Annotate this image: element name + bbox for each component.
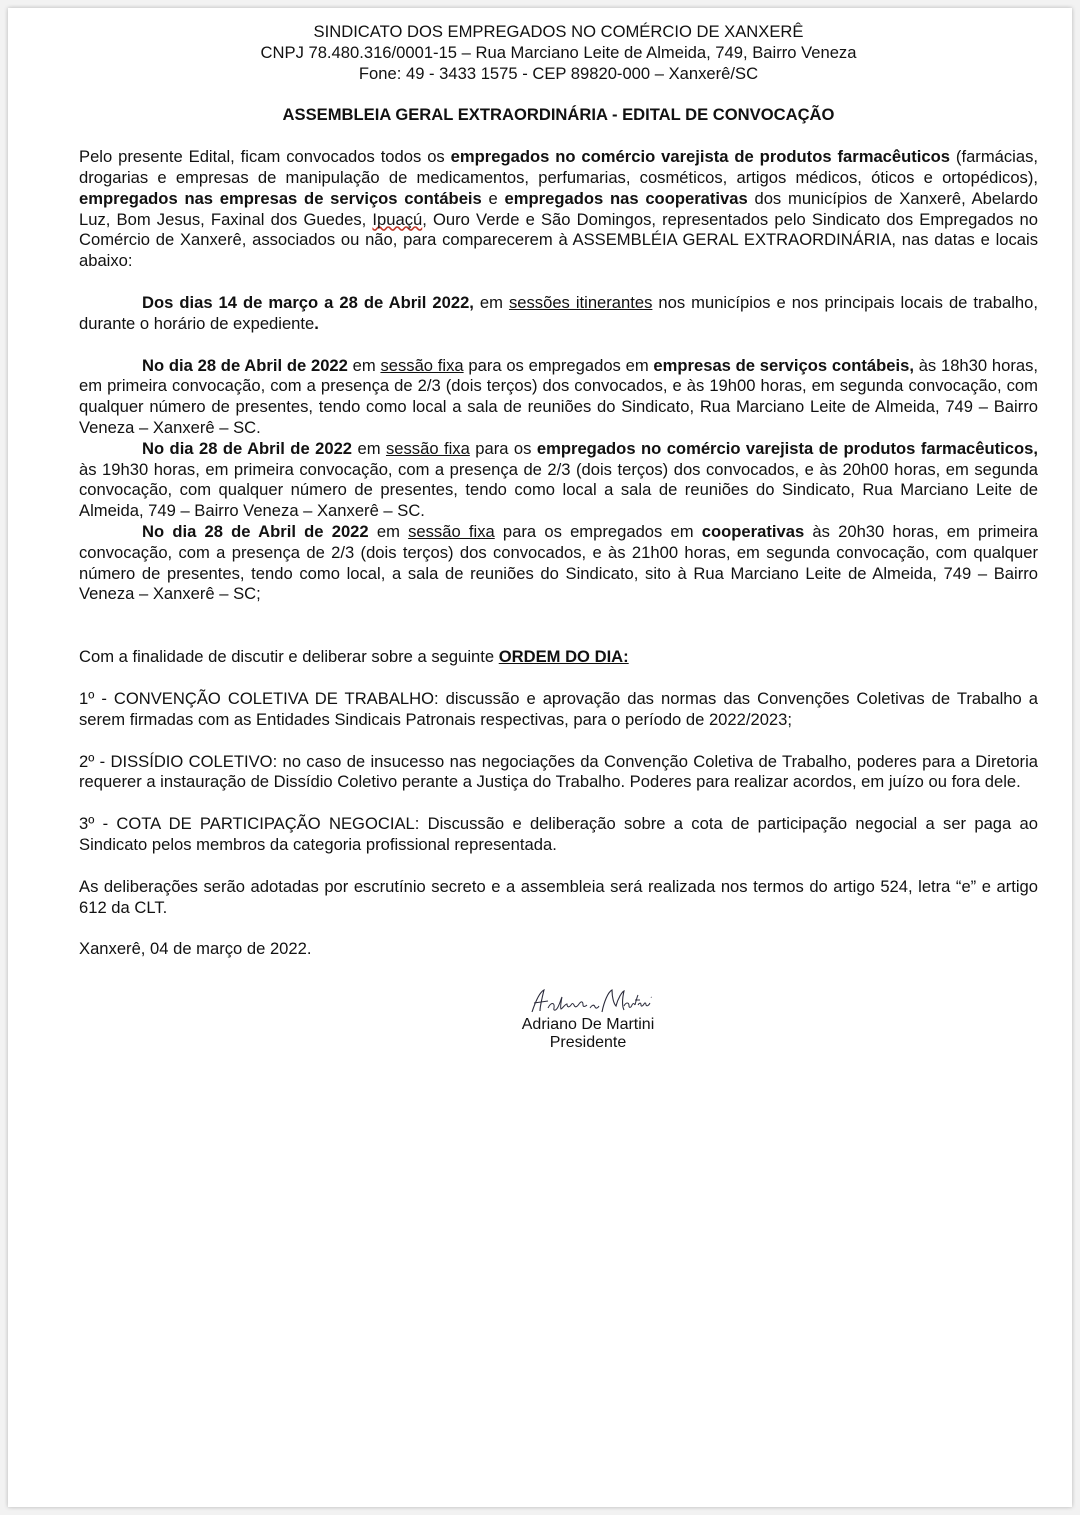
union-cnpj-address: CNPJ 78.480.316/0001-15 – Rua Marciano Leite de Almeida, 749, Bairro Veneza bbox=[260, 42, 857, 62]
session1-text-1: em bbox=[473, 292, 509, 312]
session2-type: sessão fixa bbox=[380, 355, 464, 375]
handwritten-signature bbox=[518, 986, 658, 1016]
intro-paragraph bbox=[79, 147, 1038, 272]
session-pharma-paragraph bbox=[79, 439, 1038, 522]
agenda-item-3: 3º - COTA DE PARTICIPAÇÃO NEGOCIAL: Discussão e deliberação sobre a cota de participação negocial a ser paga ao Sindicato pelos membros da categoria profissional representada. bbox=[79, 814, 1038, 854]
session1-period: . bbox=[314, 313, 319, 333]
session-accounting-paragraph bbox=[79, 356, 1038, 439]
session3-text-2: para os bbox=[469, 438, 537, 458]
document-title: ASSEMBLEIA GERAL EXTRAORDINÁRIA - EDITAL DE CONVOCAÇÃO bbox=[282, 105, 835, 125]
session4-text-2: para os empregados em bbox=[494, 521, 702, 541]
agenda-item-2: 2º - DISSÍDIO COLETIVO: no caso de insucesso nas negociações da Convenção Coletiva de Trabalho, poderes para a Diretoria requerer a instauração de Dissídio Coletivo perante a Justiça do Trabalho. Poderes para realizar acordos, em juízo ou fora dele. bbox=[79, 751, 1038, 792]
session2-category: empresas de serviços contábeis, bbox=[653, 355, 914, 375]
session4-text-1: em bbox=[368, 521, 409, 541]
session3-date: No dia 28 de Abril de 2022 bbox=[142, 438, 353, 458]
session4-text-3: às 20h30 horas, em primeira convocação, com a presença de 2/3 (dois terços) dos convocados, e às 21h00 horas, em segunda convocação, com qualquer número de presentes, tendo como local, a sala de reuniões do Sindicato, sito à Rua Marciano Leite de Almeida, 749 – Bairro Veneza – Xanxerê – SC; bbox=[79, 521, 1038, 604]
document-page bbox=[8, 8, 1072, 1507]
agenda-item-1: 1º - CONVENÇÃO COLETIVA DE TRABALHO: discussão e aprovação das normas das Convenções Coletivas de Trabalho a serem firmadas com as Entidades Sindicais Patronais respectivas, para o período de 2022/2023; bbox=[79, 688, 1038, 729]
agenda-intro bbox=[79, 647, 1038, 668]
signatory-name: Adriano De Martini bbox=[521, 1016, 655, 1033]
signature-block bbox=[478, 986, 698, 1052]
session3-text-3: às 19h30 horas, em primeira convocação, com a presença de 2/3 (dois terços) dos convocados, e às 20h00 horas, em segunda convocação, com qualquer número de presentes, tendo como local a sala de reuniões do Sindicato, Rua Marciano Leite de Almeida, 749 – Bairro Veneza – Xanxerê – SC. bbox=[79, 459, 1038, 521]
intro-text-1: Pelo presente Edital, ficam convocados todos os bbox=[79, 147, 451, 167]
session2-text-3: às 18h30 horas, em primeira convocação, com a presença de 2/3 (dois terços) dos convocados, e às 19h00 horas, em segunda convocação, com qualquer número de presentes, tendo como local a sala de reuniões do Sindicato, Rua Marciano Leite de Almeida, 749 – Bairro Veneza – Xanxerê – SC. bbox=[79, 355, 1038, 437]
session1-dates: Dos dias 14 de março a 28 de Abril 2022, bbox=[142, 292, 474, 312]
session3-text-1: em bbox=[352, 438, 386, 458]
signatory-role: Presidente bbox=[549, 1034, 627, 1051]
session1-text-2: nos municípios e nos principais locais de trabalho, durante o horário de expediente bbox=[79, 292, 1038, 333]
session-cooperatives-paragraph bbox=[79, 522, 1038, 605]
agenda-heading: ORDEM DO DIA: bbox=[498, 647, 629, 667]
intro-text-5: , Ouro Verde e São Domingos, representados pelo Sindicato dos Empregados no Comércio de Xanxerê, associados ou não, para comparecerem à ASSEMBLÉIA GERAL EXTRAORDINÁRIA, nas datas e locais abaixo: bbox=[79, 209, 1038, 271]
session3-type: sessão fixa bbox=[385, 438, 470, 458]
intro-bold-2: empregados nas empresas de serviços contábeis bbox=[79, 188, 482, 208]
session4-date: No dia 28 de Abril de 2022 bbox=[142, 521, 369, 541]
union-name: SINDICATO DOS EMPREGADOS NO COMÉRCIO DE XANXERÊ bbox=[313, 22, 804, 41]
session2-text-1: em bbox=[347, 355, 381, 375]
intro-text-3: e bbox=[481, 188, 505, 208]
session2-text-2: para os empregados em bbox=[463, 355, 654, 375]
intro-text-4: dos municípios de Xanxerê, Abelardo Luz, Bom Jesus, Faxinal dos Guedes, bbox=[79, 188, 1038, 229]
session-itinerant-paragraph bbox=[79, 293, 1038, 335]
session4-category: cooperativas bbox=[701, 521, 805, 541]
closing-paragraph: As deliberações serão adotadas por escrutínio secreto e a assembleia será realizada nos termos do artigo 524, letra “e” e artigo 612 da CLT. bbox=[79, 876, 1038, 917]
session3-category: empregados no comércio varejista de produtos farmacêuticos, bbox=[536, 438, 1038, 458]
spellcheck-marked-word: Ipuaçú bbox=[372, 209, 423, 229]
intro-text-2: (farmácias, drogarias e empresas de manipulação de medicamentos, perfumarias, cosméticos, artigos médicos, óticos e ortopédicos), bbox=[79, 147, 1038, 187]
intro-bold-3: empregados nas cooperativas bbox=[504, 188, 748, 208]
session4-type: sessão fixa bbox=[408, 521, 495, 541]
session2-date: No dia 28 de Abril de 2022 bbox=[142, 355, 348, 375]
intro-bold-1: empregados no comércio varejista de produtos farmacêuticos bbox=[450, 147, 951, 167]
letterhead bbox=[79, 22, 1038, 84]
date-place: Xanxerê, 04 de março de 2022. bbox=[79, 939, 312, 959]
agenda-intro-text: Com a finalidade de discutir e deliberar sobre a seguinte bbox=[79, 647, 499, 667]
document-body bbox=[79, 22, 1038, 960]
union-phone-cep: Fone: 49 - 3433 1575 - CEP 89820-000 – Xanxerê/SC bbox=[358, 63, 759, 83]
session1-type: sessões itinerantes bbox=[508, 292, 653, 312]
